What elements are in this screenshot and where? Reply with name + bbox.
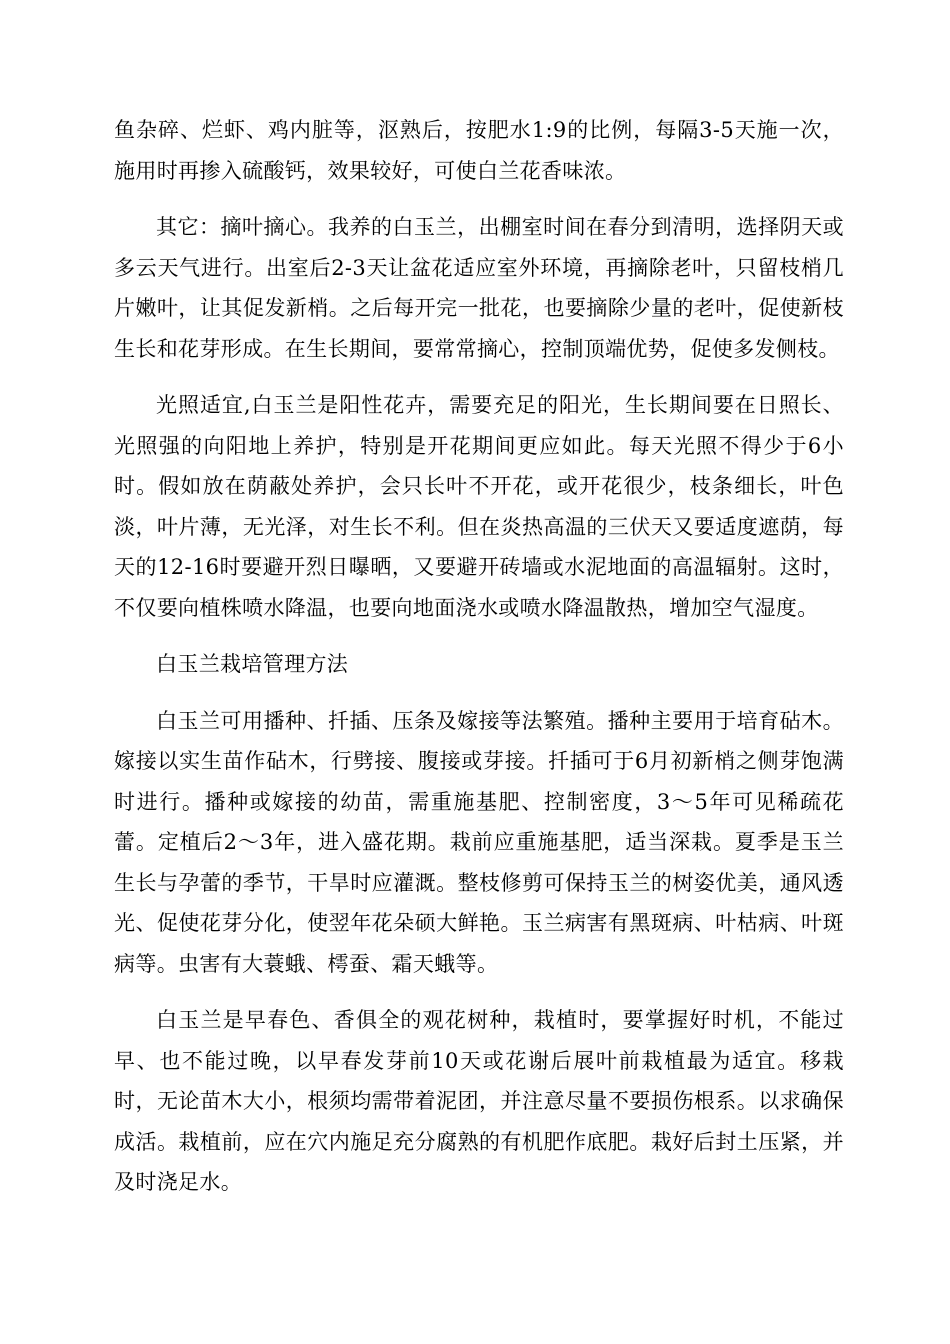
paragraph-pruning: 其它：摘叶摘心。我养的白玉兰，出棚室时间在春分到清明，选择阴天或多云天气进行。出室后2-3天让盆花适应室外环境，再摘除老叶，只留枝梢几片嫩叶，让其促发新梢。之后每开完一批花，也要摘除少量的老叶，促使新枝生长和花芽形成。在生长期间，要常常摘心，控制顶端优势，促使多发侧枝。 [114, 215, 844, 361]
section-heading: 白玉兰栽培管理方法 [156, 652, 349, 676]
paragraph-transplanting: 白玉兰是早春色、香俱全的观花树种，栽植时，要掌握好时机，不能过早、也不能过晚，以早春发芽前10天或花谢后展叶前栽植最为适宜。移栽时，无论苗木大小，根须均需带着泥团，并注意尽量不要损伤根系。以求确保成活。栽植前，应在穴内施足充分腐熟的有机肥作底肥。栽好后封土压紧，并及时浇足水。 [114, 1008, 844, 1194]
paragraph-fertilizer-continued: 鱼杂碎、烂虾、鸡内脏等，沤熟后，按肥水1:9的比例，每隔3-5天施一次，施用时再掺入硫酸钙，效果较好，可使白兰花香味浓。 [114, 118, 844, 183]
paragraph-propagation: 白玉兰可用播种、扦插、压条及嫁接等法繁殖。播种主要用于培育砧木。嫁接以实生苗作砧木，行劈接、腹接或芽接。扦插可于6月初新梢之侧芽饱满时进行。播种或嫁接的幼苗，需重施基肥、控制密度，3～5年可见稀疏花蕾。定植后2～3年，进入盛花期。栽前应重施基肥，适当深栽。夏季是玉兰生长与孕蕾的季节，干旱时应灌溉。整枝修剪可保持玉兰的树姿优美，通风透光、促使花芽分化，使翌年花朵硕大鲜艳。玉兰病害有黑斑病、叶枯病、叶斑病等。虫害有大蓑蛾、樗蚕、霜天蛾等。 [114, 708, 844, 976]
paragraph-lighting: 光照适宜,白玉兰是阳性花卉，需要充足的阳光，生长期间要在日照长、光照强的向阳地上养护，特别是开花期间更应如此。每天光照不得少于6小时。假如放在荫蔽处养护，会只长叶不开花，或开花很少，枝条细长，叶色淡，叶片薄，无光泽，对生长不利。但在炎热高温的三伏天又要适度遮荫，每天的12-16时要避开烈日曝晒，又要避开砖墙或水泥地面的高温辐射。这时，不仅要向植株喷水降温，也要向地面浇水或喷水降温散热，增加空气湿度。 [114, 393, 844, 620]
document-body [114, 110, 844, 1219]
